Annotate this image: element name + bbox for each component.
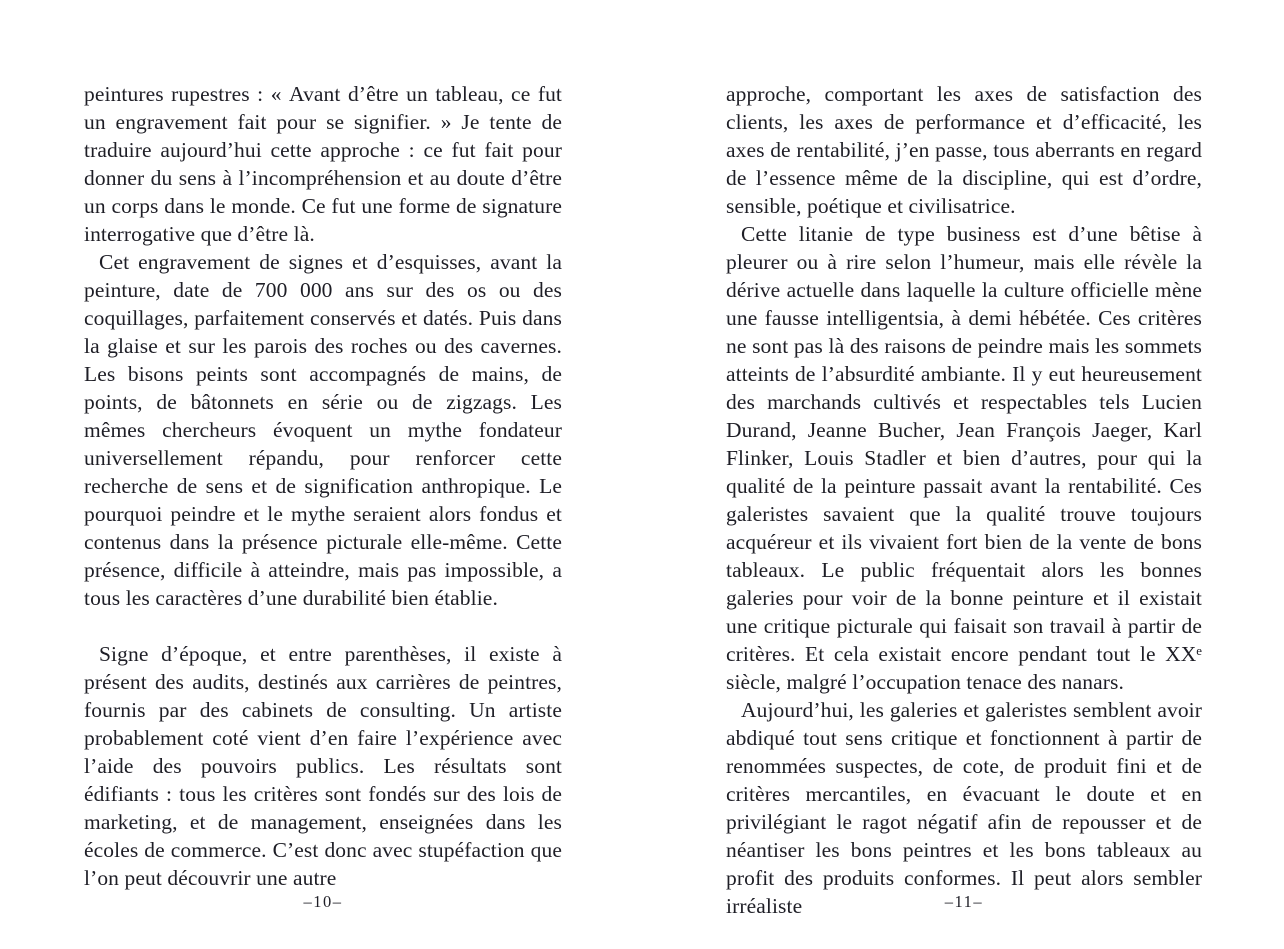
paragraph: Cette litanie de type business est d’une bêtise à pleurer ou à rire selon l’humeur, mais elle révèle la dérive actuelle dans laquelle la culture officielle mène une fausse intelligentsia, à demi hébétée. Ces critères ne sont pas là des raisons de peindre mais les sommets atteints de l’absurdité ambiante. Il y eut heureusement des marchands cultivés et respectables tels Lucien Durand, Jeanne Bucher, Jean François Jaeger, Karl Flinker, Louis Stadler et bien d’autres, pour qui la qualité de la peinture passait avant la rentabilité. Ces galeristes savaient que la qualité trouve toujours acquéreur et ils vivaient fort bien de la vente de bons tableaux. Le public fréquentait alors les bonnes galeries pour voir de la bonne peinture et il existait une critique picturale qui faisait son travail à partir de critères. Et cela existait encore pendant tout le XXᵉ siècle, malgré l’occupation tenace des nanars. <box>726 222 1202 694</box>
left-page-text <box>84 80 562 892</box>
paragraph: Signe d’époque, et entre parenthèses, il existe à présent des audits, destinés aux carrières de peintres, fournis par des cabinets de consulting. Un artiste probablement coté vient d’en faire l’expérience avec l’aide des pouvoirs publics. Les résultats sont édifiants : tous les critères sont fondés sur des lois de marketing, et de management, enseignées dans les écoles de commerce. C’est donc avec stupéfaction que l’on peut découvrir une autre <box>84 642 562 890</box>
right-page-text <box>726 80 1202 920</box>
page-number-right: –11– <box>944 892 984 911</box>
paragraph: peintures rupestres : « Avant d’être un tableau, ce fut un engravement fait pour se signifier. » Je tente de traduire aujourd’hui cette approche : ce fut fait pour donner du sens à l’incompréhension et au doute d’être un corps dans le monde. Ce fut une forme de signature interrogative que d’être là. <box>84 82 562 246</box>
page-number-left: –10– <box>303 892 343 911</box>
paragraph: approche, comportant les axes de satisfaction des clients, les axes de performance et d’efficacité, les axes de rentabilité, j’en passe, tous aberrants en regard de l’essence même de la discipline, qui est d’ordre, sensible, poétique et civilisatrice. <box>726 82 1202 218</box>
paragraph: Cet engravement de signes et d’esquisses, avant la peinture, date de 700 000 ans sur des os ou des coquillages, parfaitement conservés et datés. Puis dans la glaise et sur les parois des roches ou des cavernes. Les bisons peints sont accompagnés de mains, de points, de bâtonnets en série ou de zigzags. Les mêmes chercheurs évoquent un mythe fondateur universellement répandu, pour renforcer cette recherche de sens et de signification anthropique. Le pourquoi peindre et le mythe seraient alors fondus et contenus dans la présence picturale elle-même. Cette présence, difficile à atteindre, mais pas impossible, a tous les caractères d’une durabilité bien établie. <box>84 250 562 610</box>
paragraph: Aujourd’hui, les galeries et galeristes semblent avoir abdiqué tout sens critique et fonctionnent à partir de renommées suspectes, de cote, de produit fini et de critères mercantiles, en évacuant le doute et en privilégiant le ragot négatif afin de repousser et de néantiser les bons peintres et les bons tableaux au profit des produits conformes. Il peut alors sembler irréaliste <box>726 698 1202 918</box>
